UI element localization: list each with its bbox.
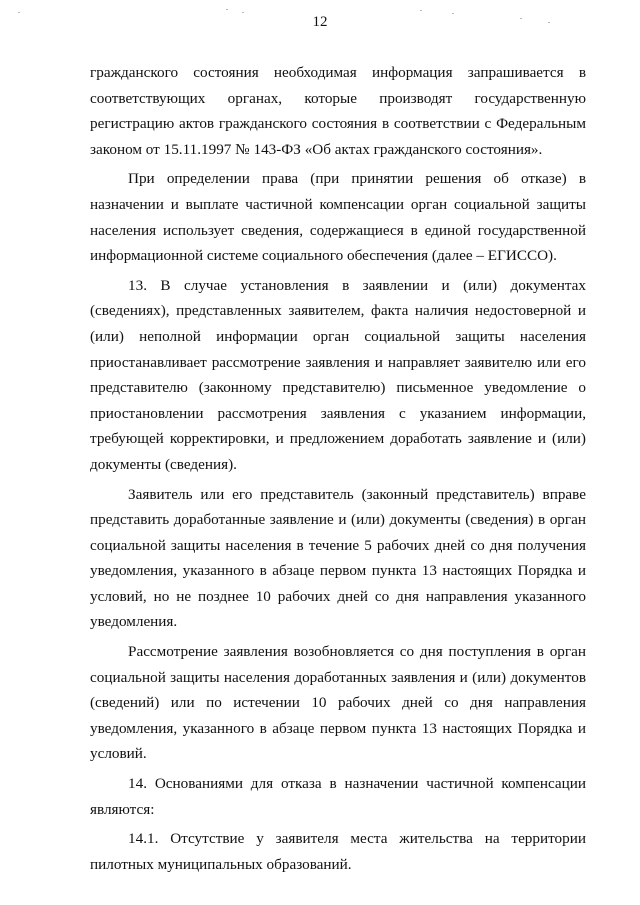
paragraph-item-13-resume: Рассмотрение заявления возобновляется со дня поступления в орган социальной защиты населения доработанных заявления и (или) документов (сведений) или по истечении 10 рабочих дней со дня направления уведомления, указанного в абзаце первом пункта 13 настоящих Порядка и условий. bbox=[90, 643, 586, 763]
scan-speck bbox=[420, 10, 422, 11]
scan-speck bbox=[520, 18, 522, 19]
paragraph-item-14: 14. Основаниями для отказа в назначении частичной компенсации являются: bbox=[90, 775, 586, 818]
paragraph-item-13: 13. В случае установления в заявлении и (или) документах (сведениях), представленных заявителем, факта наличия недостоверной и (или) неполной информации орган социальной защиты населения приостанавливает рассмотрение заявления и направляет заявителю или его представителю (законному представителю) письменное уведомление о приостановлении рассмотрения заявления с указанием информации, требующей корректировки, и предложением доработать заявление и (или) документы (сведения). bbox=[90, 276, 586, 473]
scan-speck bbox=[548, 22, 550, 23]
scan-speck bbox=[242, 12, 244, 13]
paragraph-item-14-1: 14.1. Отсутствие у заявителя места жительства на территории пилотных муниципальных образований. bbox=[90, 830, 586, 873]
page-number: 12 bbox=[312, 14, 328, 30]
paragraph-continuation: гражданского состояния необходимая информация запрашивается в соответствующих органах, которые производят государственную регистрацию актов гражданского состояния в соответствии с Федеральным законом от 15.11.1997 № 143-ФЗ «Об актах гражданского состояния». bbox=[90, 64, 586, 158]
paragraph-egisso: При определении права (при принятии решения об отказе) в назначении и выплате частичной компенсации орган социальной защиты населения использует сведения, содержащиеся в единой государственной информационной системе социального обеспечения (далее – ЕГИССО). bbox=[90, 170, 586, 265]
scan-speck bbox=[226, 9, 228, 10]
document-body bbox=[90, 60, 586, 877]
paragraph-item-13-resubmit: Заявитель или его представитель (законный представитель) вправе представить доработанные заявление и (или) документы (сведения) в орган социальной защиты населения в течение 5 рабочих дней со дня получения уведомления, указанного в абзаце первом пункта 13 настоящих Порядка и условий, но не позднее 10 рабочих дней со дня направления указанного уведомления. bbox=[90, 485, 586, 631]
scan-speck bbox=[452, 13, 454, 14]
scan-speck bbox=[18, 12, 20, 13]
